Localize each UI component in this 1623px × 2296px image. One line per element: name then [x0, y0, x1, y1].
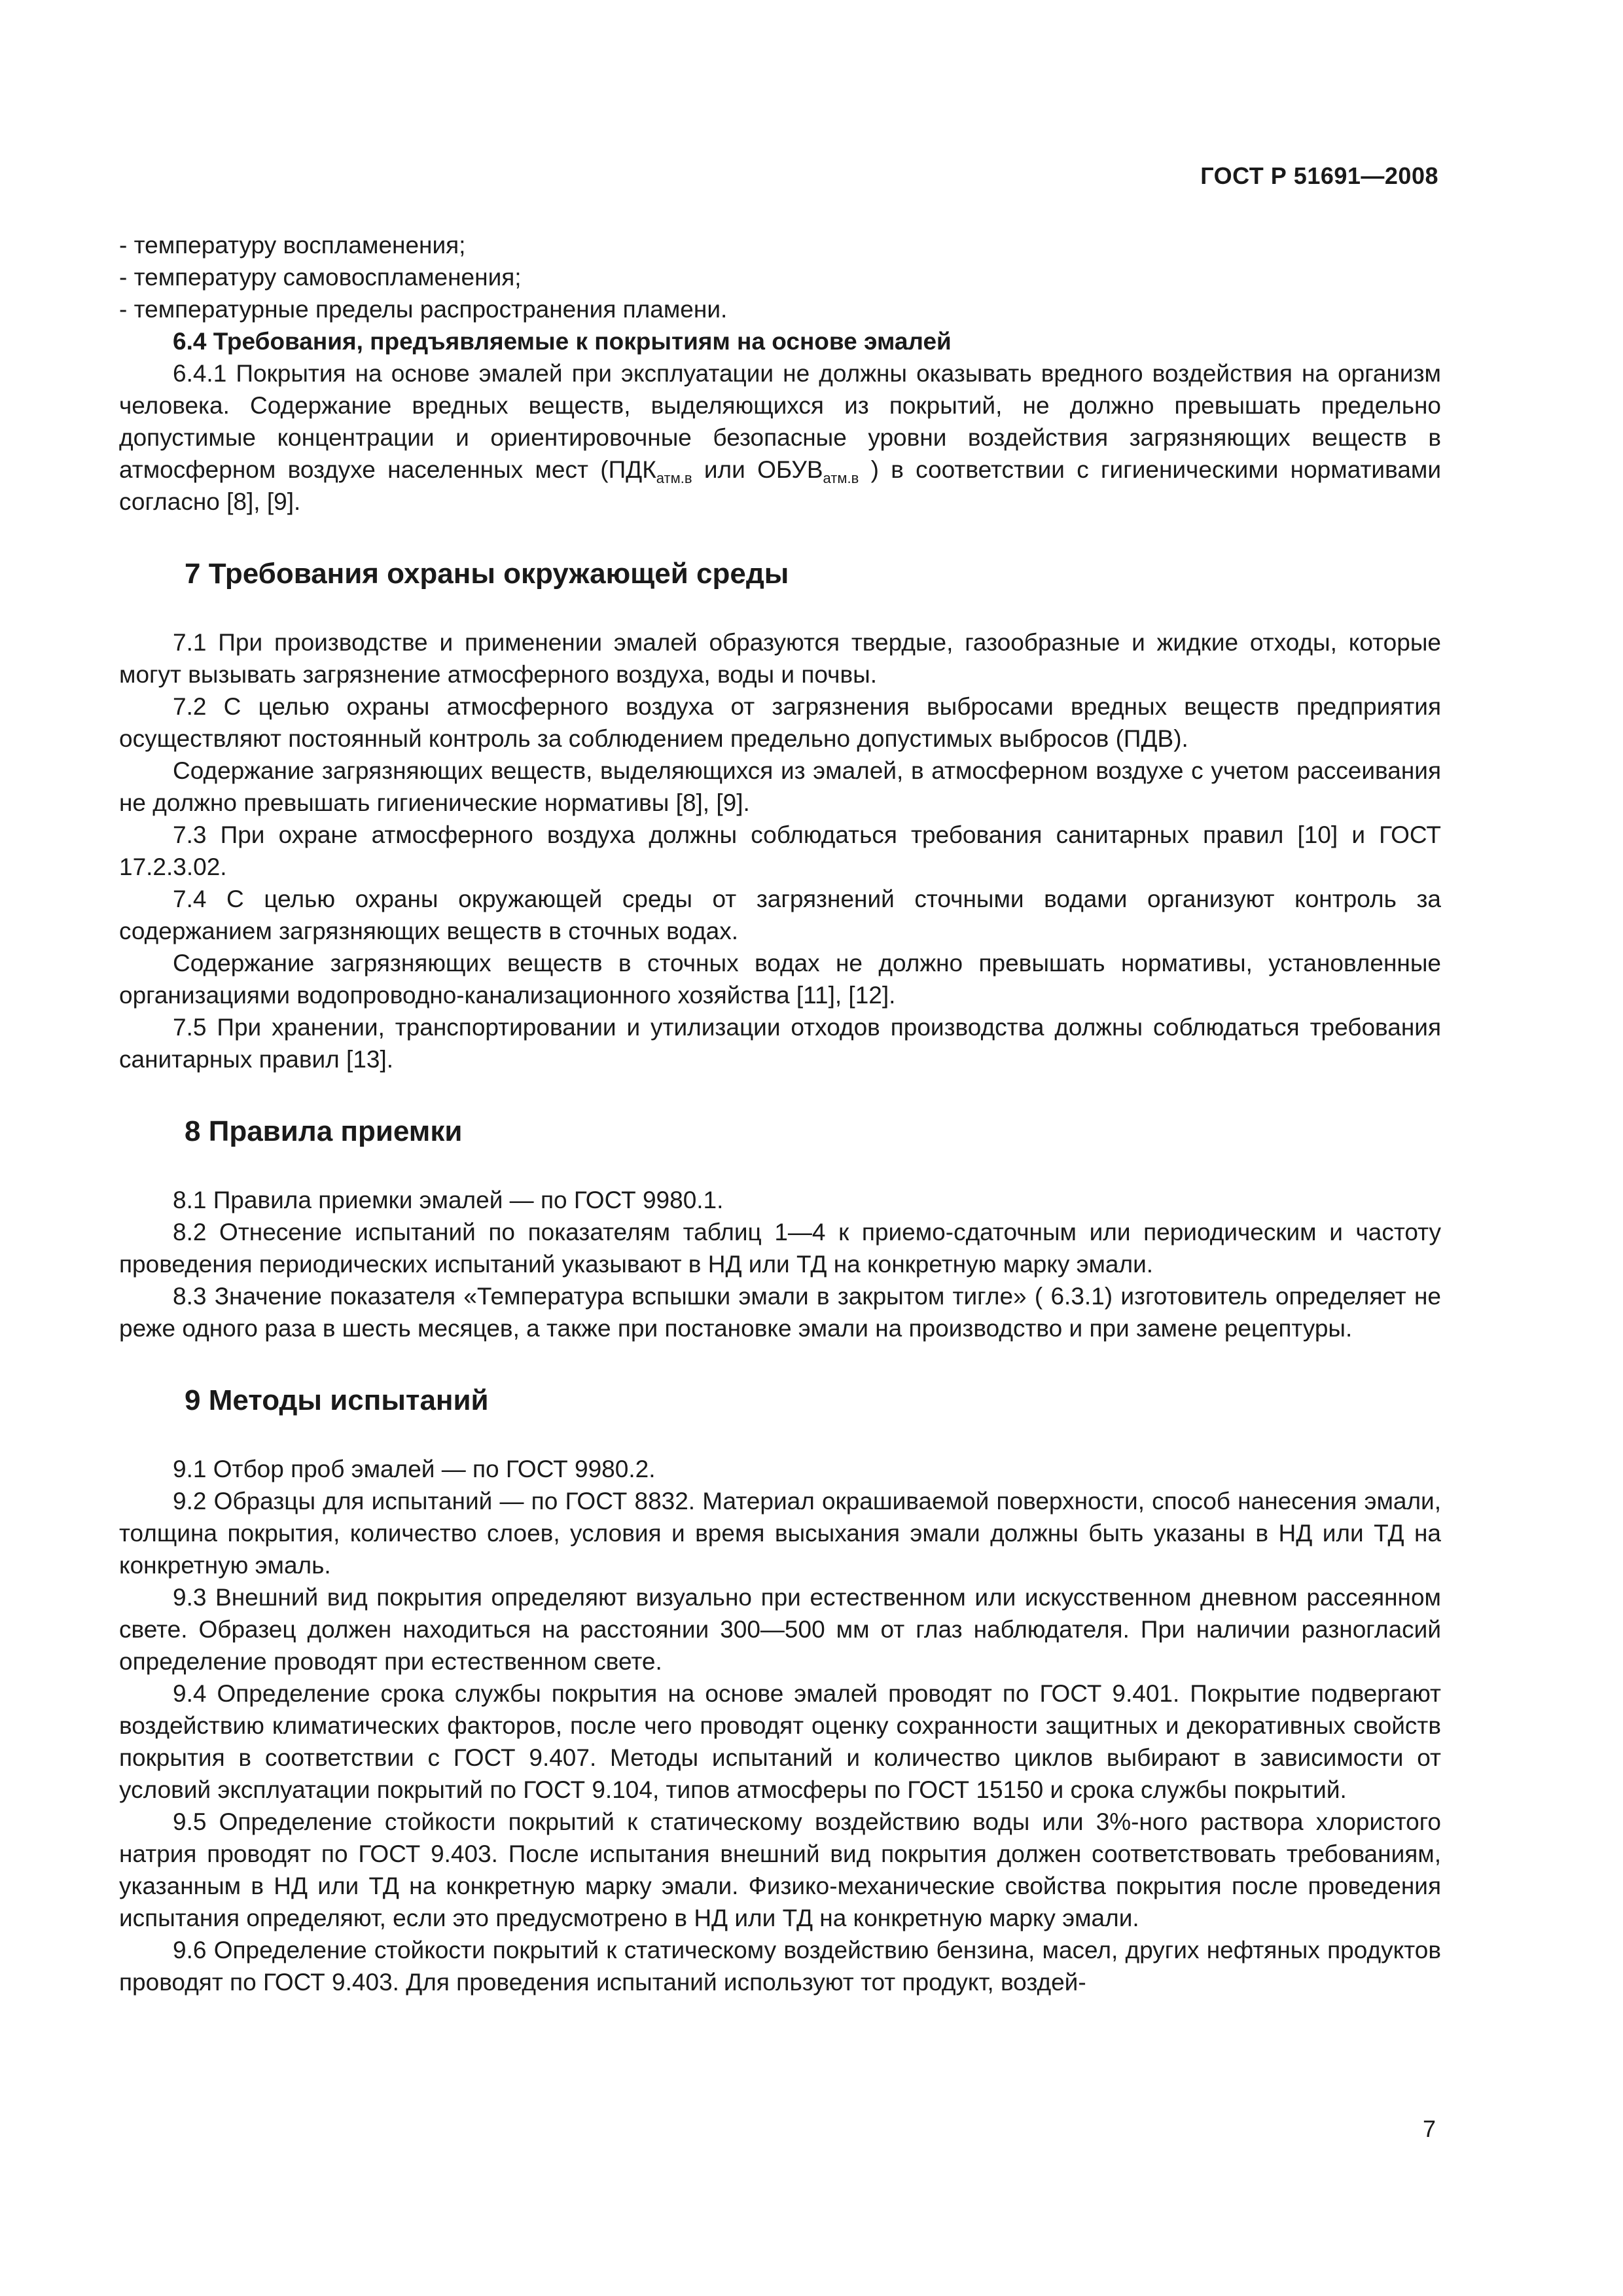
paragraph: 9.4 Определение срока службы покрытия на основе эмалей проводят по ГОСТ 9.401. Покрытие подвергают воздействию климатических факторов, после чего проводят оценку сохранности защитных и декоративных свойств покрытия в соответствии с ГОСТ 9.407. Методы испытаний и количество циклов выбирают в зависимости от условий эксплуатации покрытий по ГОСТ 9.104, типов атмосферы по ГОСТ 15150 и срока службы покрытий. — [119, 1680, 1441, 1803]
paragraph: Содержание загрязняющих веществ, выделяющихся из эмалей, в атмосферном воздухе с учетом рассеивания не должно превышать гигиенические нормативы [8], [9]. — [119, 757, 1441, 816]
paragraph: 8.3 Значение показателя «Температура вспышки эмали в закрытом тигле» ( 6.3.1) изготовитель определяет не реже одного раза в шесть месяцев, а также при постановке эмали на производство и при замене рецептуры. — [119, 1283, 1441, 1342]
paragraph: Содержание загрязняющих веществ в сточных водах не должно превышать нормативы, установленные организациями водопроводно-канализационного хозяйства [11], [12]. — [119, 950, 1441, 1009]
bullet-item: - температуру воспламенения; — [119, 232, 466, 259]
paragraph: 7.2 С целью охраны атмосферного воздуха от загрязнения выбросами вредных веществ предприятия осуществляют постоянный контроль за соблюдением предельно допустимых выбросов (ПДВ). — [119, 693, 1441, 752]
paragraph: 9.6 Определение стойкости покрытий к статическому воздействию бензина, масел, других нефтяных продуктов проводят по ГОСТ 9.403. Для проведения испытаний используют тот продукт, воздей- — [119, 1937, 1441, 1996]
obuv-subscript: атм.в — [823, 470, 859, 486]
pdk-abbrev: ПДК — [608, 456, 656, 483]
paragraph: 9.1 Отбор проб эмалей — по ГОСТ 9980.2. — [173, 1456, 656, 1482]
paragraph-text: 6.4.1 Покрытия на основе эмалей при эксплуатации не должны оказывать вредного воздействия на организм человека. Содержание вредных веществ, выделяющихся из покрытий, не должно превышать предельно допустимые концентрации и ориентировочные безопасные уровни воздействия загрязняющих веществ в атмосферном воздухе населенных мест ( — [119, 360, 1441, 483]
subsection-heading-6-4: 6.4 Требования, предъявляемые к покрытиям на основе эмалей — [173, 328, 952, 355]
section-heading-8: 8 Правила приемки — [185, 1115, 463, 1147]
paragraph-6-4-1 — [119, 357, 1441, 518]
paragraph: 7.4 С целью охраны окружающей среды от загрязнений сточными водами организуют контроль за содержанием загрязняющих веществ в сточных водах. — [119, 886, 1441, 944]
paragraph: 9.5 Определение стойкости покрытий к статическому воздействию воды или 3%-ного раствора хлористого натрия проводят по ГОСТ 9.403. После испытания внешний вид покрытия должен соответствовать требованиям, указанным в НД или ТД на конкретную марку эмали. Физико-механические свойства покрытия после проведения испытания определяют, если это предусмотрено в НД или ТД на конкретную марку эмали. — [119, 1808, 1441, 1931]
obuv-abbrev: ОБУВ — [757, 456, 823, 483]
paragraph-text: ) в соответствии с гигиеническими нормативами согласно [8], [9]. — [119, 456, 1441, 515]
paragraph-text: или — [692, 456, 758, 483]
pdk-subscript: атм.в — [656, 470, 692, 486]
paragraph: 8.1 Правила приемки эмалей — по ГОСТ 9980.1. — [173, 1187, 724, 1213]
page-number: 7 — [1422, 2115, 1436, 2142]
bullet-item: - температурные пределы распространения пламени. — [119, 296, 728, 323]
paragraph: 7.3 При охране атмосферного воздуха должны соблюдаться требования санитарных правил [10] и ГОСТ 17.2.3.02. — [119, 821, 1441, 880]
paragraph: 7.5 При хранении, транспортировании и утилизации отходов производства должны соблюдаться требования санитарных правил [13]. — [119, 1014, 1441, 1073]
section-heading-7: 7 Требования охраны окружающей среды — [185, 558, 789, 590]
section-heading-9: 9 Методы испытаний — [185, 1384, 489, 1416]
page-content — [119, 229, 1441, 1998]
paragraph: 8.2 Отнесение испытаний по показателям таблиц 1—4 к приемо-сдаточным или периодическим и частоту проведения периодических испытаний указывают в НД или ТД на конкретную марку эмали. — [119, 1219, 1441, 1278]
document-id: ГОСТ Р 51691—2008 — [1200, 162, 1438, 189]
paragraph: 7.1 При производстве и применении эмалей образуются твердые, газообразные и жидкие отходы, которые могут вызывать загрязнение атмосферного воздуха, воды и почвы. — [119, 629, 1441, 688]
bullet-item: - температуру самовоспламенения; — [119, 264, 522, 291]
paragraph: 9.2 Образцы для испытаний — по ГОСТ 8832. Материал окрашиваемой поверхности, способ нанесения эмали, толщина покрытия, количество слоев, условия и время высыхания эмали должны быть указаны в НД или ТД на конкретную эмаль. — [119, 1488, 1441, 1579]
paragraph: 9.3 Внешний вид покрытия определяют визуально при естественном или искусственном дневном рассеянном свете. Образец должен находиться на расстоянии 300—500 мм от глаз наблюдателя. При наличии разногласий определение проводят при естественном свете. — [119, 1584, 1441, 1675]
